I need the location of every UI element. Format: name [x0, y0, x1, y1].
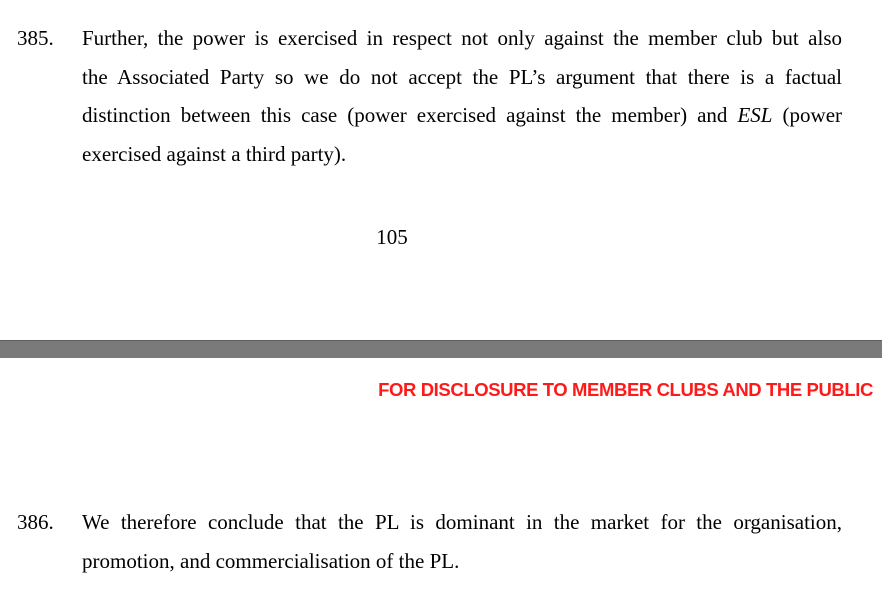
- paragraph-text: [82, 503, 842, 580]
- disclosure-banner: FOR DISCLOSURE TO MEMBER CLUBS AND THE PUBLIC: [378, 379, 873, 400]
- case-name-italic: ESL: [737, 103, 773, 127]
- paragraph-line: the Associated Party so we do not accept the PL’s argument that there is a factual: [82, 64, 842, 89]
- paragraph-text: [82, 19, 842, 173]
- page-divider: [0, 340, 882, 358]
- paragraph-line: We therefore conclude that the PL is dominant in the market for the organisation,: [82, 510, 842, 534]
- paragraph-line: [82, 96, 842, 135]
- paragraph-line-segment: (power: [782, 103, 843, 127]
- paragraph-number: 386.: [17, 510, 54, 534]
- paragraph-line: Further, the power is exercised in respect not only against the member club but also: [82, 26, 842, 50]
- paragraph-line: exercised against a third party).: [82, 141, 347, 166]
- paragraph-number: 385.: [17, 26, 54, 50]
- paragraph-line: promotion, and commercialisation of the PL.: [82, 548, 460, 573]
- paragraph-line-segment: distinction between this case (power exercised against the member) and: [82, 103, 728, 127]
- paragraph-385: [0, 19, 882, 179]
- page-number: 105: [376, 225, 408, 249]
- paragraph-386: [0, 503, 882, 583]
